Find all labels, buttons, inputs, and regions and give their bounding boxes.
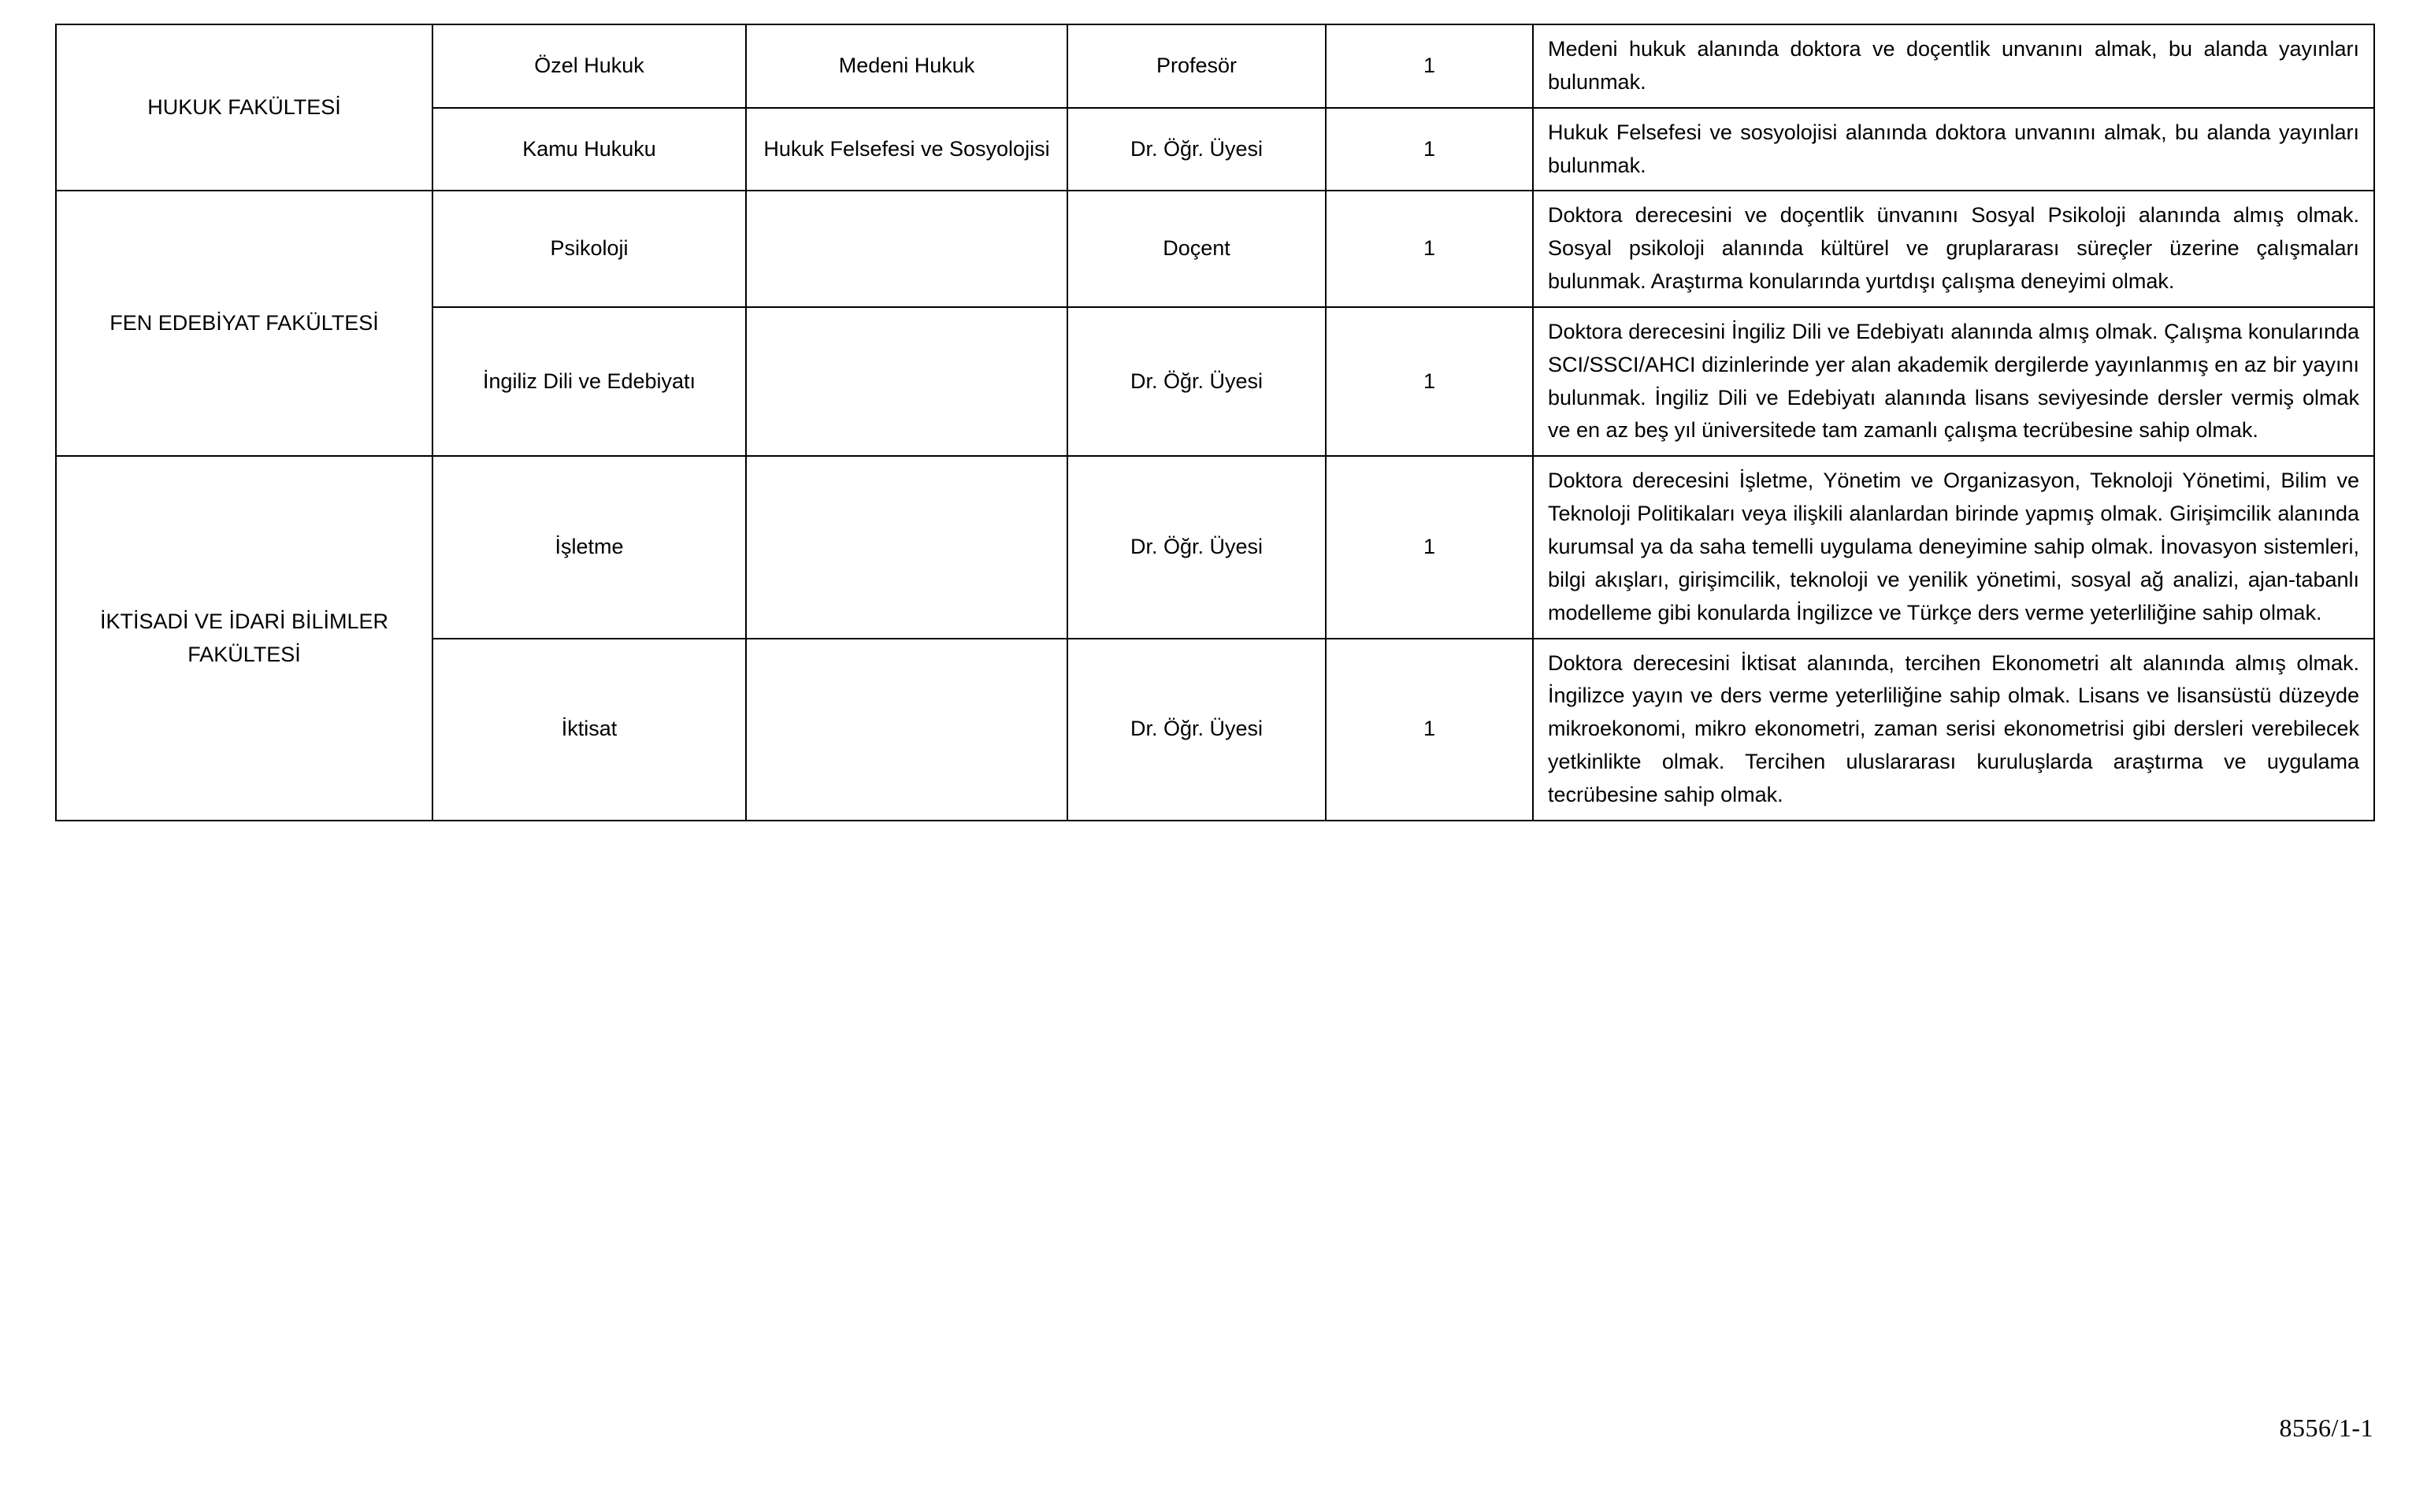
department-cell: İktisat <box>432 639 746 821</box>
title-cell: Profesör <box>1067 24 1326 108</box>
faculty-cell: HUKUK FAKÜLTESİ <box>56 24 432 191</box>
subdepartment-cell <box>746 456 1067 638</box>
count-cell: 1 <box>1326 108 1533 191</box>
department-cell: İşletme <box>432 456 746 638</box>
title-cell: Dr. Öğr. Üyesi <box>1067 108 1326 191</box>
table-row <box>56 24 2374 108</box>
faculty-cell: İKTİSADİ VE İDARİ BİLİMLER FAKÜLTESİ <box>56 456 432 820</box>
title-cell: Dr. Öğr. Üyesi <box>1067 456 1326 638</box>
description-cell: Doktora derecesini İngiliz Dili ve Edebiyatı alanında almış olmak. Çalışma konularında SCI/SSCI/AHCI dizinlerinde yer alan akademik dergilerde yayınlanmış en az bir yayını bulunmak. İngiliz Dili ve Edebiyatı alanında lisans seviyesinde dersler vermiş olmak ve en az beş yıl üniversitede tam zamanlı çalışma tecrübesine sahip olmak. <box>1533 307 2374 456</box>
department-cell: Kamu Hukuku <box>432 108 746 191</box>
count-cell: 1 <box>1326 307 1533 456</box>
footer-document-code: 8556/1-1 <box>2279 1414 2373 1442</box>
title-cell: Dr. Öğr. Üyesi <box>1067 639 1326 821</box>
department-cell: İngiliz Dili ve Edebiyatı <box>432 307 746 456</box>
subdepartment-cell <box>746 191 1067 307</box>
description-cell: Hukuk Felsefesi ve sosyolojisi alanında doktora unvanını almak, bu alanda yayınları bulunmak. <box>1533 108 2374 191</box>
faculty-cell: FEN EDEBİYAT FAKÜLTESİ <box>56 191 432 456</box>
academic-positions-table <box>55 24 2375 821</box>
department-cell: Özel Hukuk <box>432 24 746 108</box>
subdepartment-cell <box>746 639 1067 821</box>
description-cell: Doktora derecesini İşletme, Yönetim ve Organizasyon, Teknoloji Yönetimi, Bilim ve Teknoloji Politikaları veya ilişkili alanlardan birinde yapmış olmak. Girişimcilik alanında kurumsal ya da saha temelli uygulama deneyimine sahip olmak. İnovasyon sistemleri, bilgi akışları, girişimcilik, teknoloji ve yenilik yönetimi, sosyal ağ analizi, ajan-tabanlı modelleme gibi konularda İngilizce ve Türkçe ders verme yeterliliğine sahip olmak. <box>1533 456 2374 638</box>
title-cell: Dr. Öğr. Üyesi <box>1067 307 1326 456</box>
department-cell: Psikoloji <box>432 191 746 307</box>
description-cell: Doktora derecesini İktisat alanında, tercihen Ekonometri alt alanında almış olmak. İngilizce yayın ve ders verme yeterliliğine sahip olmak. Lisans ve lisansüstü düzeyde mikroekonomi, mikro ekonometri, zaman serisi ekonometrisi gibi dersleri verebilecek yetkinlikte olmak. Tercihen uluslararası kuruluşlarda araştırma ve uygulama tecrübesine sahip olmak. <box>1533 639 2374 821</box>
subdepartment-cell: Medeni Hukuk <box>746 24 1067 108</box>
count-cell: 1 <box>1326 24 1533 108</box>
description-cell: Medeni hukuk alanında doktora ve doçentlik unvanını almak, bu alanda yayınları bulunmak. <box>1533 24 2374 108</box>
subdepartment-cell: Hukuk Felsefesi ve Sosyolojisi <box>746 108 1067 191</box>
count-cell: 1 <box>1326 456 1533 638</box>
table-row <box>56 456 2374 638</box>
subdepartment-cell <box>746 307 1067 456</box>
table-row <box>56 191 2374 307</box>
count-cell: 1 <box>1326 639 1533 821</box>
description-cell: Doktora derecesini ve doçentlik ünvanını Sosyal Psikoloji alanında almış olmak. Sosyal psikoloji alanında kültürel ve gruplararası süreçler üzerine çalışmaları bulunmak. Araştırma konularında yurtdışı çalışma deneyimi olmak. <box>1533 191 2374 307</box>
count-cell: 1 <box>1326 191 1533 307</box>
title-cell: Doçent <box>1067 191 1326 307</box>
